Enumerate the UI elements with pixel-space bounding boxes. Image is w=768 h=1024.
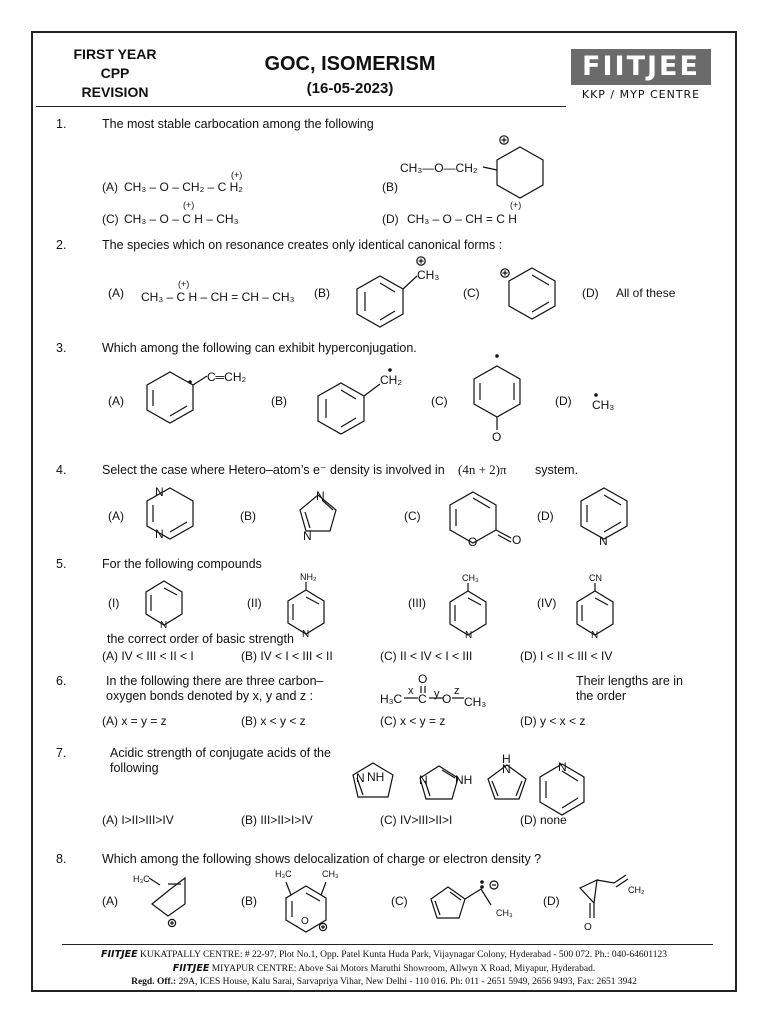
footer-line-3 [36, 976, 732, 989]
q1-cyclohexane-ring [497, 147, 543, 198]
q3-option-d-text: CH₃ [592, 398, 615, 412]
q6-y: y [434, 688, 440, 700]
q4-text-end: system. [535, 463, 579, 477]
q8-option-b-label: (B) [241, 894, 257, 908]
q7-text: Acidic strength of conjugate acids of the following [110, 746, 331, 775]
q6-c: C [418, 692, 427, 706]
q8-text: Which among the following shows delocalization of charge or electron density ? [102, 852, 542, 866]
q2-option-c-label: (C) [463, 286, 480, 300]
q5-text: For the following compounds [102, 557, 262, 571]
q8-d-o: O [584, 922, 592, 933]
q3-option-c-label: (C) [431, 394, 448, 408]
footer-text-2: MIYAPUR CENTRE: Above Sai Motors Maruthi Showroom, Allwyn X Road, Miyapur, Hyderabad. [211, 964, 596, 974]
q5-option-b: (B) IV < I < III < II [241, 649, 333, 663]
q6-option-a: (A) x = y = z [102, 714, 167, 728]
q5-ch3: CH₃ [462, 573, 479, 583]
q5-label-2: (II) [247, 596, 262, 610]
footer-rule [62, 944, 713, 945]
svg-text:(+): (+) [183, 200, 195, 210]
svg-text:(+): (+) [510, 200, 522, 210]
q3-c-ring [474, 366, 520, 417]
q6-option-b: (B) x < y < z [241, 714, 306, 728]
header-line-3: REVISION [81, 84, 149, 100]
q5-option-c: (C) II < IV < I < III [380, 649, 473, 663]
q8-c-ch3: CH₃ [496, 908, 513, 918]
q6-o-top: O [418, 672, 428, 686]
q5-order-text: the correct order of basic strength [107, 632, 294, 646]
q4-c-o1: O [468, 535, 478, 549]
q1-option-d-text: CH₃ – O – CH = C H [407, 212, 517, 226]
q4-formula: (4n + 2)π [458, 462, 507, 477]
q6-text: In the following there are three carbon– oxygen bonds denoted by x, y and z : [106, 674, 324, 703]
q1-option-d-label: (D) [382, 212, 399, 226]
q8-b-o: O [301, 916, 309, 927]
q1-option-b-text: CH₃—O—CH₂ [400, 161, 478, 175]
q5-label-1: (I) [108, 596, 120, 610]
q2-option-d-label: (D) [582, 286, 599, 300]
q8-number: 8. [56, 852, 67, 866]
q7-n4: N [558, 760, 567, 774]
svg-text:(+): (+) [178, 279, 190, 289]
q4-a-n2: N [155, 527, 164, 541]
q3-option-c-text: O [492, 430, 502, 444]
q6-o-mid: O [442, 692, 452, 706]
header-line-1: FIRST YEAR [73, 46, 157, 62]
q4-option-c-label: (C) [404, 509, 421, 523]
q7-nh1: NH [367, 770, 385, 784]
q8-d-ring [580, 880, 597, 903]
q6-h3c: H₃C [380, 692, 403, 706]
q5-cn: CN [589, 573, 602, 583]
q6-x: x [408, 685, 414, 697]
q1-ch2-bond [483, 167, 497, 170]
q4-d-n: N [599, 534, 608, 548]
q4-option-b-label: (B) [240, 509, 256, 523]
q3-number: 3. [56, 341, 67, 355]
q8-d-ch2: CH₂ [628, 885, 645, 895]
q5-nh2: NH₂ [300, 572, 317, 582]
q3-option-a-label: (A) [108, 394, 124, 408]
q3-option-a-text: C═CH₂ [207, 370, 247, 384]
q5-option-a: (A) IV < III < II < I [102, 649, 194, 663]
q8-a-h3c: H₃C [133, 874, 150, 884]
q8-b-h3c: H₃C [275, 869, 292, 879]
q7-option-a: (A) I>II>III>IV [102, 813, 174, 827]
q2-option-d-text: All of these [616, 286, 676, 300]
q8-b-ch3: CH₃ [322, 869, 339, 879]
q4-b-n2: N [303, 529, 312, 543]
centre-name: KKP / MYP CENTRE [581, 88, 701, 101]
footer-line-2 [36, 962, 732, 976]
q1-option-a-label: (A) [102, 180, 118, 194]
q2-option-b-text: CH₃ [417, 268, 440, 282]
q7-n2: N [419, 773, 428, 787]
q1-number: 1. [56, 117, 67, 131]
page-title: GOC, ISOMERISM [264, 53, 436, 75]
q2-number: 2. [56, 238, 67, 252]
q7-option-c: (C) IV>III>II>I [380, 813, 453, 827]
q6-option-c: (C) x < y = z [380, 714, 446, 728]
q7-n3: N [502, 762, 511, 776]
q5-label-3: (III) [408, 596, 426, 610]
q7-option-b: (B) III>II>I>IV [241, 813, 313, 827]
q5-option-d: (D) I < II < III < IV [520, 649, 613, 663]
q7-h: H [502, 752, 511, 766]
q6-text-end: Their lengths are in the order [576, 674, 684, 703]
q3-option-b-label: (B) [271, 394, 287, 408]
q2-text: The species which on resonance creates only identical canonical forms : [102, 238, 503, 252]
q7-nh2: NH [455, 773, 473, 787]
q3-option-d-label: (D) [555, 394, 572, 408]
q4-c-o2: O [512, 533, 522, 547]
q5-n3: N [465, 630, 473, 641]
q6-ch3: CH₃ [464, 695, 487, 709]
q1-option-b-label: (B) [382, 180, 398, 194]
q5-label-4: (IV) [537, 596, 557, 610]
q7-n1: N [356, 771, 365, 785]
q8-option-a-label: (A) [102, 894, 118, 908]
footer-logo-1: FIITJEE [101, 949, 138, 960]
q6-z: z [454, 685, 460, 697]
q6-number: 6. [56, 674, 67, 688]
footer-text-1: KUKATPALLY CENTRE: # 22-97, Plot No.1, Opp. Patel Kunta Huda Park, Vijaynagar Colony, Hyderabad - 500 072. Ph.: 040-64601123 [139, 950, 667, 960]
q4-b-n1: N [316, 489, 325, 503]
q3-text: Which among the following can exhibit hyperconjugation. [102, 341, 417, 355]
q1-text: The most stable carbocation among the following [102, 117, 374, 131]
q2-option-a-text: CH₃ – C H – CH = CH – CH₃ [141, 290, 295, 304]
footer-logo-2: FIITJEE [172, 963, 210, 974]
q5-n1: N [160, 620, 168, 631]
q4-option-d-label: (D) [537, 509, 554, 523]
footer-line-1 [36, 948, 732, 962]
q4-a-n1: N [155, 485, 164, 499]
q7-option-d: (D) none [520, 813, 567, 827]
q2-option-a-label: (A) [108, 286, 124, 300]
logo-text: FIITJEE [582, 51, 700, 82]
q5-n2: N [302, 629, 310, 640]
q4-option-a-label: (A) [108, 509, 124, 523]
q8-option-c-label: (C) [391, 894, 408, 908]
page-date: (16-05-2023) [306, 80, 394, 97]
footer-text-3: 29A, ICES House, Kalu Sarai, Sarvapriya Vihar, New Delhi - 110 016. Ph: 011 - 2651 5949, 2656 9493, Fax: 2651 3942 [178, 977, 637, 987]
svg-text:(+): (+) [231, 170, 243, 180]
q1-option-c-text: CH₃ – O – C H – CH₃ [124, 212, 239, 226]
q1-option-a-text: CH₃ – O – CH₂ – C H₂ [124, 180, 243, 194]
q8-option-d-label: (D) [543, 894, 560, 908]
q4-text: Select the case where Hetero–atom’s e⁻ density is involved in [102, 463, 445, 477]
q5-n4: N [591, 630, 599, 641]
q2-option-b-label: (B) [314, 286, 330, 300]
q6-option-d: (D) y < x < z [520, 714, 586, 728]
q4-number: 4. [56, 463, 67, 477]
header-line-2: CPP [100, 65, 130, 81]
footer-regd-label: Regd. Off.: [131, 977, 177, 987]
q7-number: 7. [56, 746, 67, 760]
q5-number: 5. [56, 557, 67, 571]
q3-option-b-text: CH₂ [380, 373, 402, 387]
q1-option-c-label: (C) [102, 212, 119, 226]
